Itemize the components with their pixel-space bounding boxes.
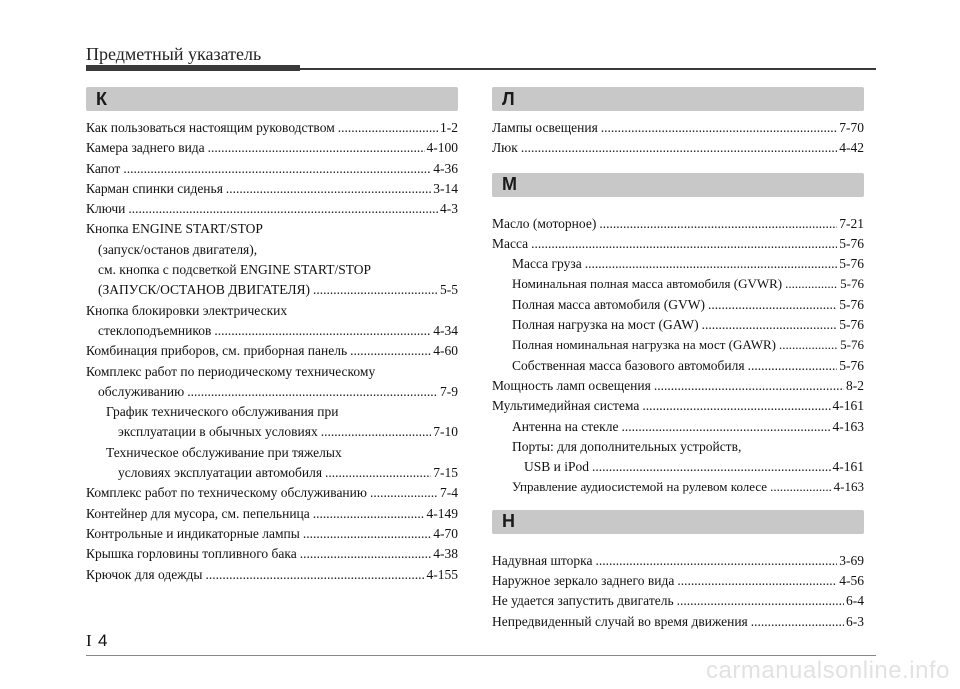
- index-subentry: Полная нагрузка на мост (GAW) ..... 5-76: [492, 315, 864, 335]
- index-subentry: Управление аудиосистемой на рулевом колесе ..... 4-163: [492, 477, 864, 497]
- index-entry: Как пользоваться настоящим руководством ..... 1-2: [86, 118, 458, 138]
- index-entry: Кнопка блокировки электрических стеклоподъемников ..... 4-34: [86, 301, 458, 342]
- letter-heading-m: М: [492, 173, 864, 197]
- index-entry: Контрольные и индикаторные лампы ..... 4-70: [86, 524, 458, 544]
- index-subentry: Полная масса автомобиля (GVW) ..... 5-76: [492, 295, 864, 315]
- footer-rule: [86, 655, 876, 656]
- index-entry: Надувная шторка ..... 3-69: [492, 551, 864, 571]
- index-subentry: Собственная масса базового автомобиля ..... 5-76: [492, 356, 864, 376]
- index-subentry: Антенна на стекле ..... 4-163: [492, 417, 864, 437]
- index-entry: Мультимедийная система ..... 4-161: [492, 396, 864, 416]
- watermark: carmanualsonline.info: [706, 657, 950, 684]
- index-column-left: [86, 87, 458, 585]
- index-entry: Камера заднего вида ..... 4-100: [86, 138, 458, 158]
- index-entry: Комплекс работ по периодическому техническому обслуживанию ..... 7-9: [86, 362, 458, 403]
- footer-section-mark: I: [86, 631, 92, 650]
- index-entry: Масло (моторное) ..... 7-21: [492, 214, 864, 234]
- index-entry: Не удается запустить двигатель ..... 6-4: [492, 591, 864, 611]
- index-subentry: Техническое обслуживание при тяжелых условиях эксплуатации автомобиля ..... 7-15: [86, 443, 458, 484]
- index-entry: Крючок для одежды ..... 4-155: [86, 565, 458, 585]
- page-header-title: Предметный указатель: [86, 44, 262, 64]
- index-entry: Наружное зеркало заднего вида ..... 4-56: [492, 571, 864, 591]
- letter-heading-k: К: [86, 87, 458, 111]
- index-entry: Комбинация приборов, см. приборная панель ..... 4-60: [86, 341, 458, 361]
- index-entry: Комплекс работ по техническому обслуживанию ..... 7-4: [86, 483, 458, 503]
- index-column-right: [492, 87, 864, 632]
- letter-heading-n: Н: [492, 510, 864, 534]
- index-entry: Ключи ..... 4-3: [86, 199, 458, 219]
- index-subentry: Масса груза ..... 5-76: [492, 254, 864, 274]
- index-entry: Кнопка ENGINE START/STOP (запуск/останов двигателя), см. кнопка с подсветкой ENGINE START/STOP (ЗАПУСК/ОСТАНОВ ДВИГАТЕЛЯ) ..... 5-5: [86, 219, 458, 300]
- index-entry: Карман спинки сиденья ..... 3-14: [86, 179, 458, 199]
- index-entry: Мощность ламп освещения ..... 8-2: [492, 376, 864, 396]
- index-entry: Крышка горловины топливного бака ..... 4-38: [86, 544, 458, 564]
- index-subentry: График технического обслуживания при эксплуатации в обычных условиях ..... 7-10: [86, 402, 458, 443]
- index-subentry: Порты: для дополнительных устройств, USB и iPod ..... 4-161: [492, 437, 864, 478]
- header-rule-thin: [300, 68, 876, 70]
- index-entry: Люк ..... 4-42: [492, 138, 864, 158]
- index-entry: Масса ..... 5-76: [492, 234, 864, 254]
- index-entry: Непредвиденный случай во время движения ..... 6-3: [492, 612, 864, 632]
- index-entry: Контейнер для мусора, см. пепельница ..... 4-149: [86, 504, 458, 524]
- letter-heading-l: Л: [492, 87, 864, 111]
- footer-page-number: 4: [98, 631, 108, 650]
- header-rule-thick: [86, 65, 300, 71]
- index-entry: Капот ..... 4-36: [86, 159, 458, 179]
- index-entry: Лампы освещения ..... 7-70: [492, 118, 864, 138]
- index-subentry: Полная номинальная нагрузка на мост (GAWR) ..... 5-76: [492, 335, 864, 355]
- index-subentry: Номинальная полная масса автомобиля (GVWR) ..... 5-76: [492, 274, 864, 294]
